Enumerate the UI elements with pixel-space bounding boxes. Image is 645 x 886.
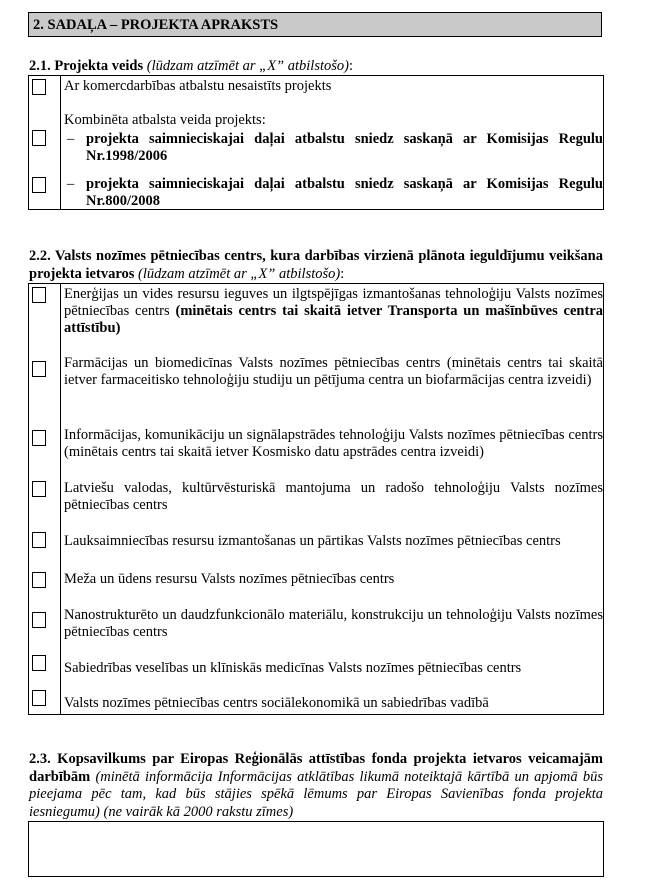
option-nanostructured-materials: Nanostrukturēto un daudzfunkcionālo materiālu, konstrukciju un tehnoloģiju Valsts nozīmes pētniecības centrs — [64, 607, 603, 640]
checkbox-socioeconomics[interactable] — [32, 690, 46, 706]
checkbox-regulation-800[interactable] — [32, 177, 46, 193]
checkbox-public-health[interactable] — [32, 655, 46, 671]
checkbox-energy-environment[interactable] — [32, 287, 46, 303]
section-header: 2. SADAĻA – PROJEKTA APRAKSTS — [28, 12, 602, 37]
section-2-2-title — [29, 248, 603, 283]
section-2-1-title-bold: 2.1. Projekta veids — [29, 58, 144, 74]
option-forest-water: Meža un ūdens resursu Valsts nozīmes pētniecības centrs — [64, 571, 395, 587]
option-combined-intro: Kombinēta atbalsta veida projekts: — [64, 112, 266, 128]
checkbox-latvian-language[interactable] — [32, 481, 46, 497]
checkbox-forest-water[interactable] — [32, 572, 46, 588]
checkbox-non-commercial[interactable] — [32, 79, 46, 95]
section-2-1-title — [29, 58, 603, 76]
option-regulation-800: projekta saimnieciskajai daļai atbalstu sniedz saskaņā ar Komisijas Regulu Nr.800/2008 — [86, 176, 603, 209]
option-socioeconomics: Valsts nozīmes pētniecības centrs sociālekonomikā un sabiedrības vadībā — [64, 695, 489, 711]
dash-bullet: – — [67, 176, 75, 192]
table-divider — [60, 283, 61, 715]
dash-bullet: – — [67, 131, 75, 147]
checkbox-information-communication[interactable] — [32, 430, 46, 446]
section-2-2-title-end: : — [340, 265, 345, 282]
option-energy-environment-text: Enerģijas un vides resursu ieguves un ilgtspējīgas izmantošanas tehnoloģiju Valsts nozīmes pētniecības centrs — [64, 286, 603, 319]
option-energy-environment — [64, 286, 603, 337]
option-information-communication: Informācijas, komunikāciju un signālapstrādes tehnoloģiju Valsts nozīmes pētniecības centrs (minētais centrs tai skaitā ietver Kosmisko datu apstrādes centra izveidi) — [64, 427, 603, 460]
checkbox-agriculture[interactable] — [32, 532, 46, 548]
option-public-health: Sabiedrības veselības un klīniskās medicīnas Valsts nozīmes pētniecības centrs — [64, 660, 522, 676]
summary-text-area[interactable] — [28, 821, 604, 877]
section-2-3-title-italic: (minētā informācija Informācijas atklātības likumā noteiktajā kārtībā un apjomā būs pieejama pēc tam, kad būs stājies spēkā lēmums par Eiropas Savienības fonda projekta iesniegumu) (ne vairāk kā 2000 rakstu zīmes) — [29, 768, 603, 820]
option-regulation-1998: projekta saimnieciskajai daļai atbalstu sniedz saskaņā ar Komisijas Regulu Nr.1998/2006 — [86, 131, 603, 164]
section-2-3-title-bold: 2.3. Kopsavilkums par Eiropas Reģionālās attīstības fonda projekta ietvaros veicamajām darbībām — [29, 751, 603, 785]
option-energy-environment-note: (minētais centrs tai skaitā ietver Transporta un mašīnbūves centra attīstību) — [64, 303, 604, 336]
section-2-1-title-italic: (lūdzam atzīmēt ar „X” atbilstošo) — [143, 58, 349, 74]
option-agriculture: Lauksaimniecības resursu izmantošanas un pārtikas Valsts nozīmes pētniecības centrs — [64, 533, 561, 549]
section-2-1-title-end: : — [348, 58, 353, 74]
checkbox-nanostructured-materials[interactable] — [32, 612, 46, 628]
section-2-2-title-bold: 2.2. Valsts nozīmes pētniecības centrs, kura darbības virzienā plānota ieguldījumu veikšana projekta ietvaros — [29, 248, 603, 282]
section-2-2-title-italic: (lūdzam atzīmēt ar „X” atbilstošo) — [134, 265, 341, 282]
option-pharmacy-biomedicine: Farmācijas un biomedicīnas Valsts nozīmes pētniecības centrs (minētais centrs tai skaitā ietver farmaceitisko tehnoloģiju studiju un pētījuma centra un biofarmācijas centra izveidi) — [64, 355, 603, 388]
checkbox-pharmacy-biomedicine[interactable] — [32, 361, 46, 377]
option-latvian-language: Latviešu valodas, kultūrvēsturiskā mantojuma un radošo tehnoloģiju Valsts nozīmes pētniecības centrs — [64, 480, 603, 513]
table-divider — [60, 75, 61, 210]
option-non-commercial: Ar komercdarbības atbalstu nesaistīts projekts — [64, 78, 332, 94]
section-2-3-title — [29, 751, 603, 821]
checkbox-regulation-1998[interactable] — [32, 130, 46, 146]
